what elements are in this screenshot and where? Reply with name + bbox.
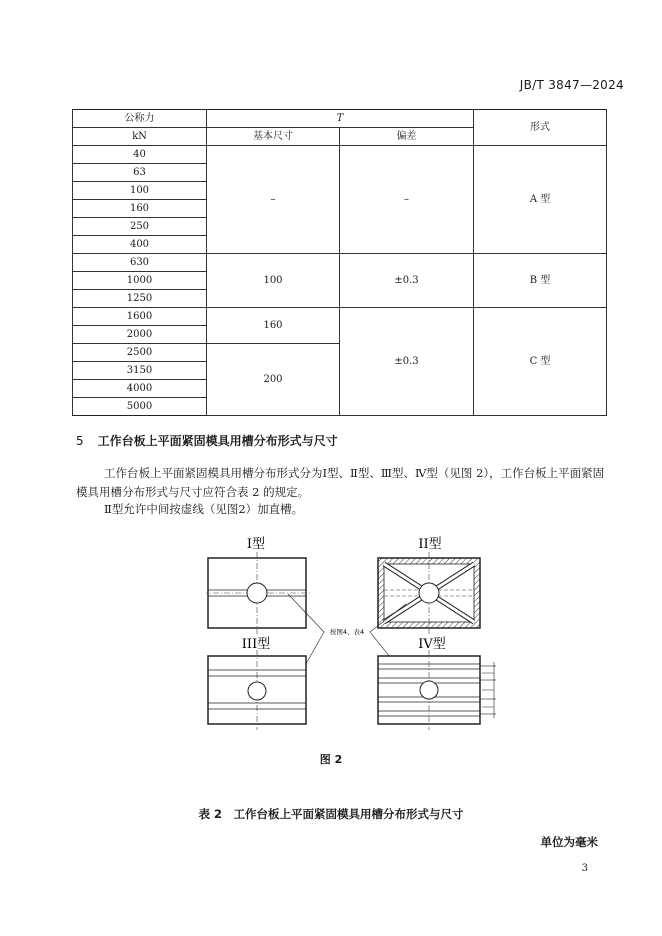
section-title: 工作台板上平面紧固模具用槽分布形式与尺寸	[97, 434, 338, 448]
basic-size-cell: –	[207, 146, 340, 254]
section-number: 5	[76, 434, 84, 448]
force-cell: 250	[73, 218, 207, 236]
center-note: 按图4、表4	[329, 628, 365, 636]
center-hole	[247, 583, 267, 603]
section-heading	[76, 432, 338, 449]
center-hole	[248, 682, 266, 700]
figure-caption: 图 2	[319, 753, 343, 766]
basic-size-cell: 100	[207, 254, 340, 308]
center-hole	[419, 583, 439, 603]
document-code: JB/T 3847—2024	[519, 78, 624, 92]
deviation-cell: –	[340, 146, 474, 254]
header-form: 形式	[474, 110, 607, 146]
force-cell: 1000	[73, 272, 207, 290]
force-cell: 3150	[73, 362, 207, 380]
unit-note: 单位为毫米	[540, 835, 598, 849]
table-2-caption: 表 2 工作台板上平面紧固模具用槽分布形式与尺寸	[198, 807, 464, 821]
body-paragraph: Ⅱ型允许中间按虚线（见图2）加直槽。	[104, 502, 304, 516]
force-cell: 160	[73, 200, 207, 218]
force-cell: 5000	[73, 398, 207, 416]
form-cell: B 型	[474, 254, 607, 308]
header-deviation: 偏差	[340, 128, 474, 146]
force-cell: 40	[73, 146, 207, 164]
force-cell: 2500	[73, 344, 207, 362]
type-2-label: II型	[418, 537, 442, 552]
force-cell: 2000	[73, 326, 207, 344]
force-cell: 1250	[73, 290, 207, 308]
header-T: T	[207, 110, 474, 128]
basic-size-cell: 160	[207, 308, 340, 344]
type-3-label: III型	[241, 637, 271, 652]
header-basic-size: 基本尺寸	[207, 128, 340, 146]
deviation-cell: ±0.3	[340, 308, 474, 416]
header-unit: kN	[73, 128, 207, 146]
spec-table	[72, 109, 607, 416]
type-2-diagram	[378, 536, 480, 634]
force-cell: 1600	[73, 308, 207, 326]
force-cell: 400	[73, 236, 207, 254]
type-3-diagram	[208, 636, 306, 730]
page-number: 3	[581, 863, 588, 874]
basic-size-cell: 200	[207, 344, 340, 416]
force-cell: 100	[73, 182, 207, 200]
slot-layout-figure	[206, 530, 506, 735]
type-1-diagram	[206, 536, 312, 634]
force-cell: 63	[73, 164, 207, 182]
form-cell: C 型	[474, 308, 607, 416]
force-cell: 4000	[73, 380, 207, 398]
header-nominal-force: 公称力	[73, 110, 207, 128]
deviation-cell: ±0.3	[340, 254, 474, 308]
center-hole	[420, 681, 438, 699]
form-cell: A 型	[474, 146, 607, 254]
type-1-label: I型	[246, 537, 266, 552]
body-paragraph: 工作台板上平面紧固模具用槽分布形式分为Ⅰ型、Ⅱ型、Ⅲ型、Ⅳ型（见图 2），工作台板上平面紧固模具用槽分布形式与尺寸应符合表 2 的规定。	[76, 466, 605, 499]
type-4-label: IV型	[418, 637, 446, 652]
force-cell: 630	[73, 254, 207, 272]
type-4-diagram	[378, 636, 496, 730]
